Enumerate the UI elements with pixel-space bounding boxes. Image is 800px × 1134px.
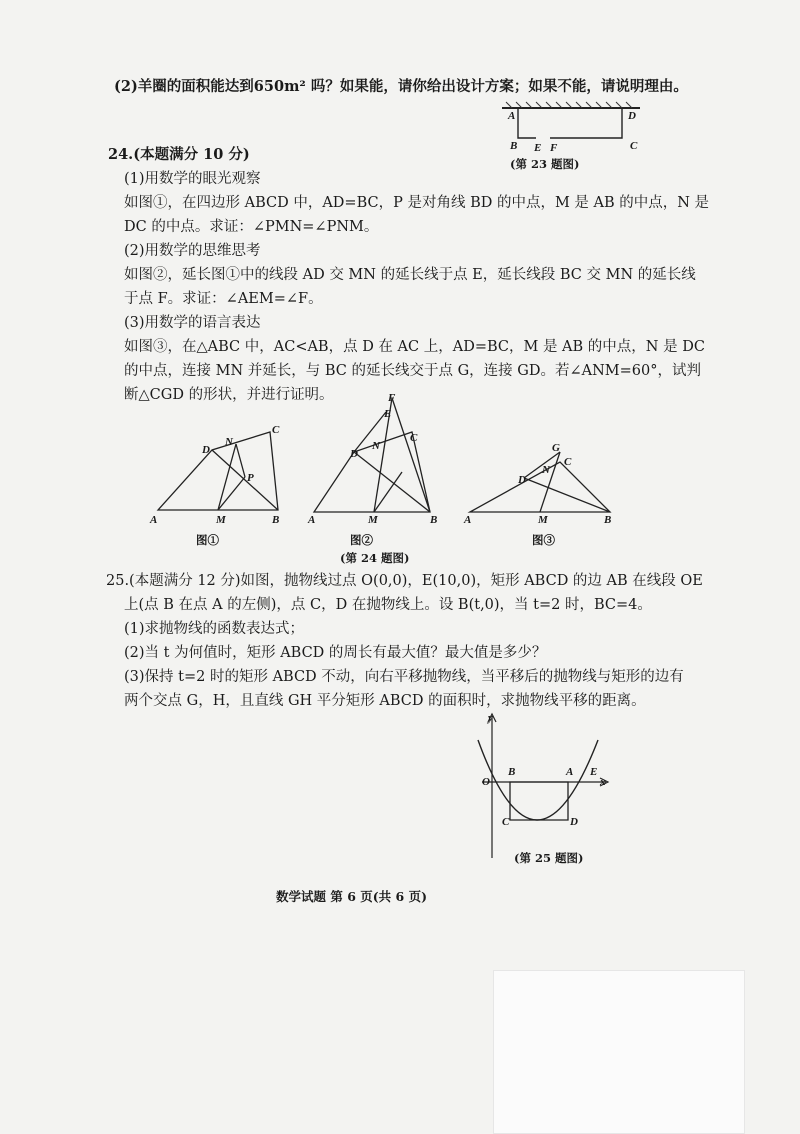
fig1-label-n: N	[225, 436, 233, 448]
q24-caption: (第 24 题图)	[340, 551, 410, 565]
q24-figure-1	[150, 400, 330, 520]
fig1-label-b: B	[272, 514, 280, 526]
q25-caption: (第 25 题图)	[514, 851, 584, 865]
fig3-label-g: G	[552, 442, 560, 454]
fig3-caption: 图③	[532, 533, 555, 547]
q24-figure-2	[306, 390, 456, 520]
fig1-label-p: P	[247, 472, 254, 484]
q25-line1: 25.(本题满分 12 分)如图，抛物线过点 O(0,0)，E(10,0)，矩形 ABCD 的边 AB 在线段 OE	[106, 573, 703, 589]
q25-part1: (1)求抛物线的函数表达式；	[124, 621, 305, 637]
fig3-label-a: A	[464, 514, 472, 526]
q25-line2: 上(点 B 在点 A 的左侧)，点 C，D 在抛物线上。设 B(t,0)，当 t=2 时，BC=4。	[124, 597, 652, 613]
q24-part1-line2: DC 的中点。求证：∠PMN=∠PNM。	[124, 219, 379, 235]
q24-part2-title: (2)用数学的思维思考	[124, 243, 261, 259]
q25-label-a: A	[566, 766, 574, 778]
q23-label-f: F	[550, 142, 558, 154]
q25-label-x: x	[600, 776, 606, 788]
q23-caption: (第 23 题图)	[510, 157, 580, 171]
fig2-caption: 图②	[350, 533, 373, 547]
q24-part3-line1: 如图③，在△ABC 中，AC<AB，点 D 在 AC 上，AD=BC，M 是 AB 的中点，N 是 DC	[124, 339, 705, 355]
fig3-label-b: B	[604, 514, 612, 526]
q25-label-e: E	[590, 766, 598, 778]
q25-label-d: D	[570, 816, 578, 828]
fig2-label-e: E	[384, 408, 392, 420]
q24-part1-line1: 如图①，在四边形 ABCD 中，AD=BC，P 是对角线 BD 的中点，M 是 AB 的中点，N 是	[124, 195, 710, 211]
fig1-caption: 图①	[196, 533, 219, 547]
q23-label-c: C	[630, 140, 638, 152]
fig3-label-n: N	[542, 464, 550, 476]
q23-label-b: B	[510, 140, 518, 152]
q25-part3-line1: (3)保持 t=2 时的矩形 ABCD 不动，向右平移抛物线，当平移后的抛物线与矩形的边有	[124, 669, 684, 685]
q25-label-y: y	[488, 712, 493, 724]
fig2-label-n: N	[372, 440, 380, 452]
fig2-label-m: M	[368, 514, 378, 526]
fig3-label-c: C	[564, 456, 572, 468]
fig2-label-f: F	[388, 392, 396, 404]
fig2-label-a: A	[308, 514, 316, 526]
q23-label-d: D	[628, 110, 636, 122]
q23-label-e: E	[534, 142, 542, 154]
q24-part3-line2: 的中点，连接 MN 并延长，与 BC 的延长线交于点 G，连接 GD。若∠ANM=60°，试判	[124, 363, 702, 379]
q23-label-a: A	[508, 110, 516, 122]
paper-edge	[493, 970, 745, 1134]
q25-figure	[470, 710, 610, 860]
q24-part3-title: (3)用数学的语言表达	[124, 315, 261, 331]
q23-figure	[500, 100, 650, 160]
q24-part2-line2: 于点 F。求证：∠AEM=∠F。	[124, 291, 323, 307]
fig3-label-m: M	[538, 514, 548, 526]
q25-part2: (2)当 t 为何值时，矩形 ABCD 的周长有最大值？最大值是多少？	[124, 645, 547, 661]
q25-label-b: B	[508, 766, 516, 778]
fig2-label-d: D	[350, 448, 358, 460]
q25-label-c: C	[502, 816, 510, 828]
fig3-label-d: D	[518, 474, 526, 486]
fig1-label-m: M	[216, 514, 226, 526]
q24-part1-title: (1)用数学的眼光观察	[124, 171, 261, 187]
fig2-label-c: C	[410, 432, 418, 444]
q25-part3-line2: 两个交点 G，H，且直线 GH 平分矩形 ABCD 的面积时，求抛物线平移的距离。	[124, 693, 646, 709]
fig1-label-d: D	[202, 444, 210, 456]
q25-label-o: O	[482, 776, 490, 788]
page-footer: 数学试题 第 6 页(共 6 页)	[276, 889, 427, 904]
fig1-label-a: A	[150, 514, 158, 526]
q24-figure-3	[460, 440, 630, 520]
q24-part2-line1: 如图②，延长图①中的线段 AD 交 MN 的延长线于点 E，延长线段 BC 交 MN 的延长线	[124, 267, 696, 283]
q23-part2-text: (2)羊圈的面积能达到650m² 吗？如果能，请你给出设计方案；如果不能，请说明理由。	[114, 78, 688, 95]
fig2-label-b: B	[430, 514, 438, 526]
q24-part3-line3: 断△CGD 的形状，并进行证明。	[124, 387, 334, 403]
fig1-label-c: C	[272, 424, 280, 436]
q24-header: 24.(本题满分 10 分)	[108, 146, 250, 163]
